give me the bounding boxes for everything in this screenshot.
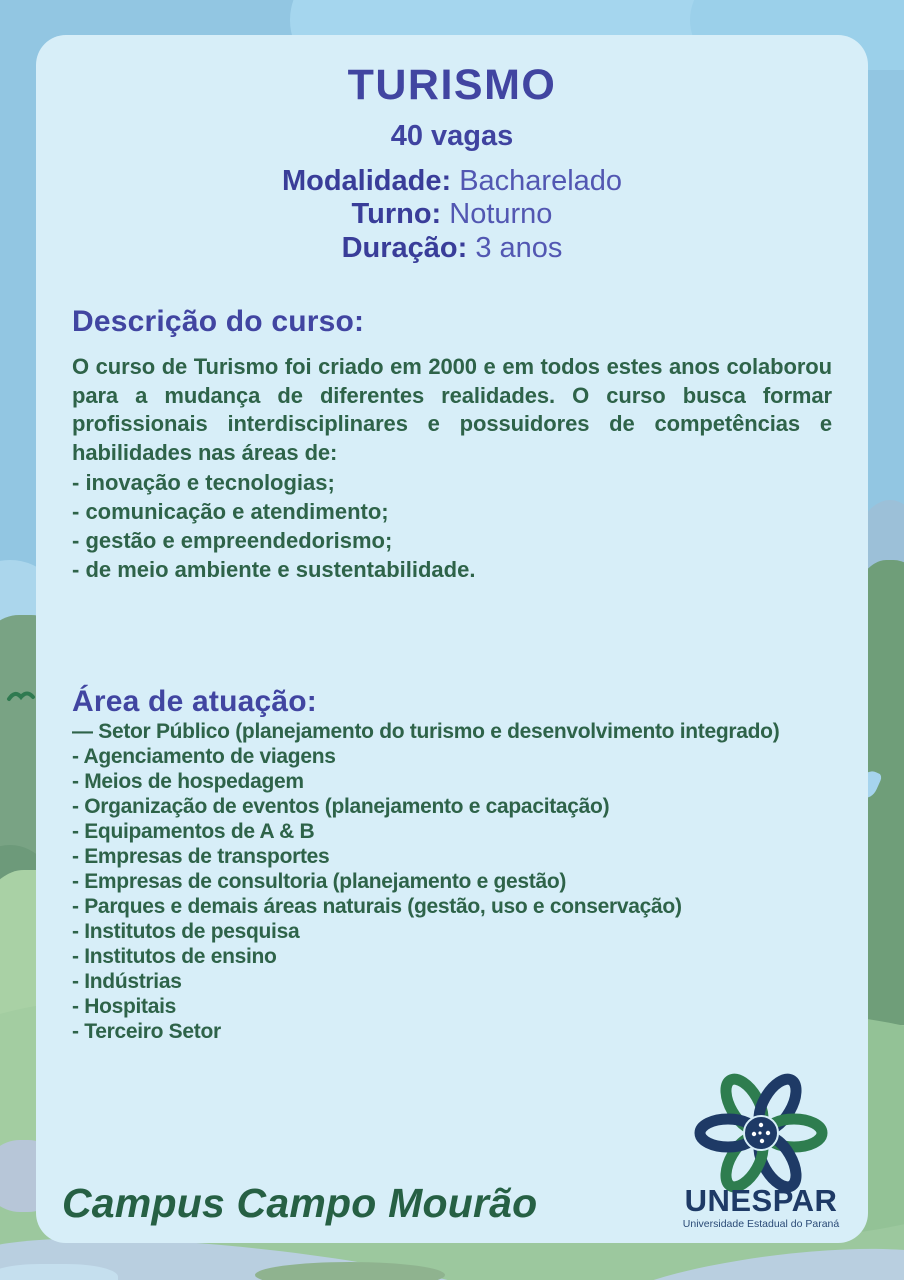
description-paragraph: O curso de Turismo foi criado em 2000 e em todos estes anos colaborou para a mudança de diferentes realidades. O curso busca formar profissionais interdisciplinares e possuidores de competências e habilidades nas áreas de:	[72, 354, 832, 465]
description-list	[72, 468, 832, 585]
list-item: - Equipamentos de A & B	[72, 819, 315, 843]
field-duracao	[72, 232, 832, 265]
list-item: - Parques e demais áreas naturais (gestão, uso e conservação)	[72, 894, 682, 918]
course-card	[36, 35, 868, 1243]
list-item: - inovação e tecnologias;	[72, 469, 335, 495]
list-item: - Meios de hospedagem	[72, 769, 304, 793]
list-item: - gestão e empreendedorismo;	[72, 528, 393, 554]
list-item: - de meio ambiente e sustentabilidade.	[72, 557, 476, 583]
course-fields	[72, 165, 832, 265]
list-item: - Organização de eventos (planejamento e capacitação)	[72, 794, 610, 818]
list-item: - Institutos de ensino	[72, 944, 277, 968]
shore-illustration	[0, 1264, 118, 1280]
field-turno	[72, 198, 832, 231]
unespar-subtitle: Universidade Estadual do Paraná	[682, 1218, 840, 1230]
list-item: - comunicação e atendimento;	[72, 498, 389, 524]
list-item: - Agenciamento de viagens	[72, 744, 336, 768]
course-title: TURISMO	[347, 61, 557, 109]
list-item: - Indústrias	[72, 969, 182, 993]
unespar-logo	[668, 1073, 854, 1237]
list-item: - Empresas de transportes	[72, 844, 330, 868]
field-value: 3 anos	[475, 231, 563, 264]
list-item: — Setor Público (planejamento do turismo e desenvolvimento integrado)	[72, 719, 780, 743]
field-modalidade	[72, 165, 832, 198]
course-header	[72, 63, 832, 265]
campus-name: Campus Campo Mourão	[62, 1180, 538, 1226]
list-item: - Institutos de pesquisa	[72, 919, 300, 943]
field-label: Turno:	[351, 198, 442, 231]
list-item: - Hospitais	[72, 994, 177, 1018]
field-label: Modalidade:	[281, 165, 452, 198]
bird-icon	[6, 688, 36, 704]
unespar-logo-graphic	[668, 1073, 854, 1237]
list-item: - Terceiro Setor	[72, 1019, 221, 1043]
description-heading: Descrição do curso:	[72, 305, 365, 339]
field-value: Noturno	[449, 198, 553, 231]
areas-heading: Área de atuação:	[72, 684, 317, 718]
list-item: - Empresas de consultoria (planejamento e gestão)	[72, 869, 567, 893]
vacancies-text: 40 vagas	[390, 120, 514, 153]
unespar-wordmark: UNESPAR	[684, 1183, 838, 1218]
field-label: Duração:	[341, 231, 468, 264]
field-value: Bacharelado	[459, 165, 623, 198]
areas-list	[72, 719, 832, 1044]
